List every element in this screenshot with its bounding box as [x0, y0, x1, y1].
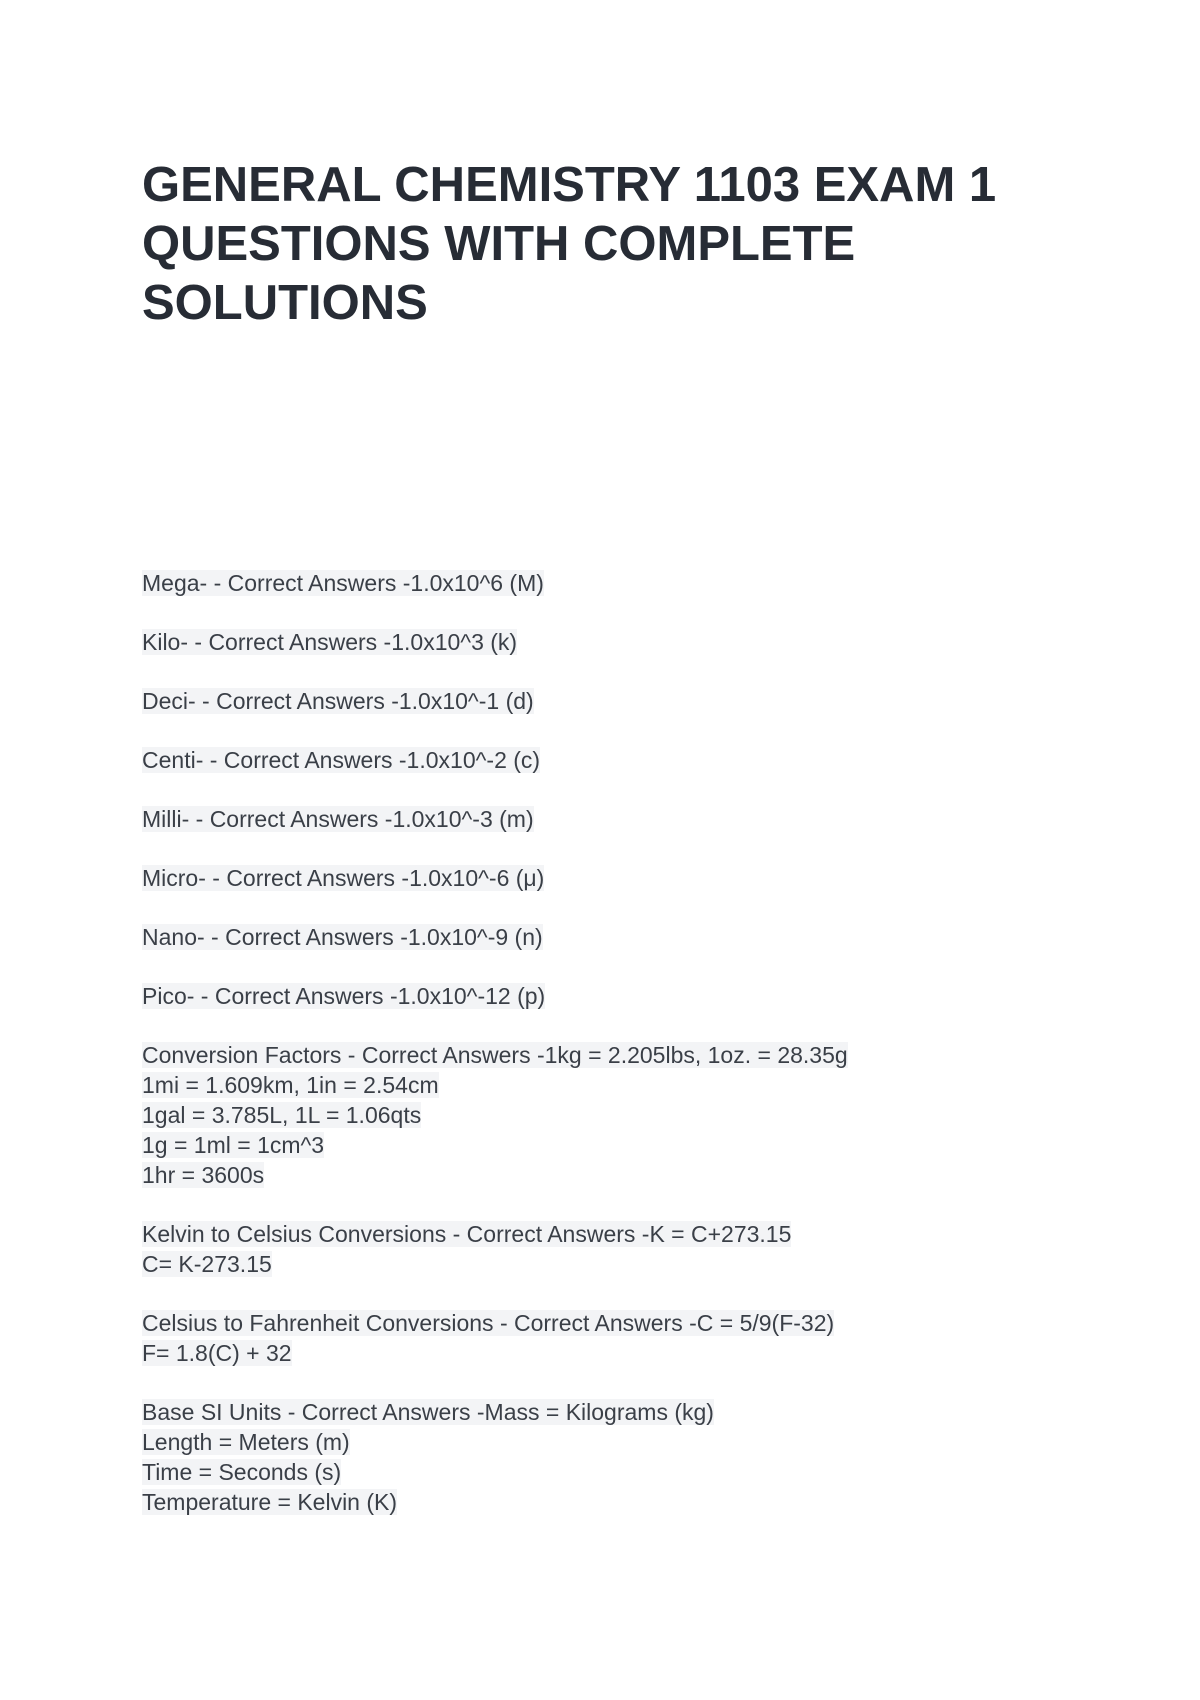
qa-line: Micro- - Correct Answers -1.0x10^-6 (μ) [142, 865, 545, 891]
qa-line: F= 1.8(C) + 32 [142, 1340, 292, 1366]
qa-item-micro [142, 863, 1102, 893]
qa-item-nano [142, 922, 1102, 952]
qa-line: 1gal = 3.785L, 1L = 1.06qts [142, 1102, 422, 1128]
qa-line: Pico- - Correct Answers -1.0x10^-12 (p) [142, 983, 546, 1009]
qa-item-base-si-units [142, 1397, 1102, 1517]
qa-item-milli [142, 804, 1102, 834]
qa-line: Milli- - Correct Answers -1.0x10^-3 (m) [142, 806, 534, 832]
qa-line: Temperature = Kelvin (K) [142, 1489, 398, 1515]
qa-line: Length = Meters (m) [142, 1429, 350, 1455]
document-title: GENERAL CHEMISTRY 1103 EXAM 1 QUESTIONS WITH COMPLETE SOLUTIONS [142, 158, 997, 330]
qa-item-kilo [142, 627, 1102, 657]
qa-list [142, 568, 1102, 1546]
qa-line: Centi- - Correct Answers -1.0x10^-2 (c) [142, 747, 541, 773]
qa-item-celsius-fahrenheit [142, 1308, 1102, 1368]
qa-line: Kelvin to Celsius Conversions - Correct Answers -K = C+273.15 [142, 1221, 792, 1247]
qa-line: Mega- - Correct Answers -1.0x10^6 (M) [142, 570, 544, 596]
qa-line: Time = Seconds (s) [142, 1459, 342, 1485]
qa-line: Conversion Factors - Correct Answers -1kg = 2.205lbs, 1oz. = 28.35g [142, 1042, 848, 1068]
qa-line: Kilo- - Correct Answers -1.0x10^3 (k) [142, 629, 518, 655]
qa-line: C= K-273.15 [142, 1251, 272, 1277]
qa-line: 1hr = 3600s [142, 1162, 265, 1188]
qa-line: 1g = 1ml = 1cm^3 [142, 1132, 325, 1158]
qa-item-pico [142, 981, 1102, 1011]
qa-item-mega [142, 568, 1102, 598]
qa-line: Nano- - Correct Answers -1.0x10^-9 (n) [142, 924, 543, 950]
qa-item-conversion-factors [142, 1040, 1102, 1190]
qa-item-deci [142, 686, 1102, 716]
qa-line: 1mi = 1.609km, 1in = 2.54cm [142, 1072, 439, 1098]
qa-line: Deci- - Correct Answers -1.0x10^-1 (d) [142, 688, 534, 714]
qa-item-centi [142, 745, 1102, 775]
qa-line: Celsius to Fahrenheit Conversions - Correct Answers -C = 5/9(F-32) [142, 1310, 835, 1336]
qa-line: Base SI Units - Correct Answers -Mass = Kilograms (kg) [142, 1399, 714, 1425]
qa-item-kelvin-celsius [142, 1219, 1102, 1279]
